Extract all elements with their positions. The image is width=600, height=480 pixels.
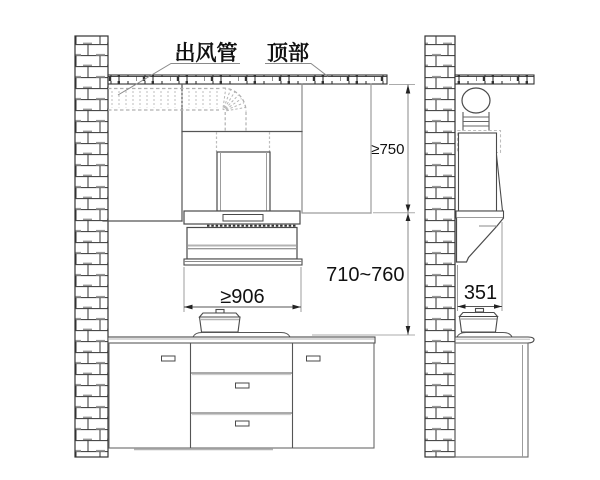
pot-side [460,309,498,333]
ceiling-label: 顶部 [267,42,309,65]
cabinet-handles [162,356,321,426]
cooktop-front [193,333,290,338]
chimney-cover [217,132,271,211]
outlet-duct [108,88,246,131]
drawer-handle [236,383,250,388]
duct-label: 出风管 [174,42,238,65]
base-cabinets-front [108,337,375,450]
drawer-handle [236,421,250,426]
elbow-fan [223,89,245,111]
right-wall [425,36,455,457]
dim-906: ≥906 [220,286,265,308]
dim-710-760: 710~760 [326,264,405,286]
dimension-vertical [312,85,415,336]
range-hood-side [456,131,504,263]
duct-outlet-side [462,88,490,131]
base-cabinet-side [455,337,534,457]
left-wall [75,36,108,457]
dim-750: ≥750 [371,141,405,158]
dim-351: 351 [463,282,498,304]
duct-circle [462,88,490,113]
range-hood-front [184,211,302,265]
callout-labels [118,41,328,95]
pot-lid-handle [476,309,484,313]
countertop-front [108,337,375,343]
dimension-width [184,267,301,312]
front-view [75,36,415,457]
cooktop-side [457,333,512,338]
door-handle [162,356,176,361]
hood-slant-panel [457,218,504,262]
ceiling-side [455,75,534,84]
side-view [425,36,534,457]
door-handle [307,356,321,361]
countertop-side [455,337,534,343]
pot-front [200,310,241,333]
